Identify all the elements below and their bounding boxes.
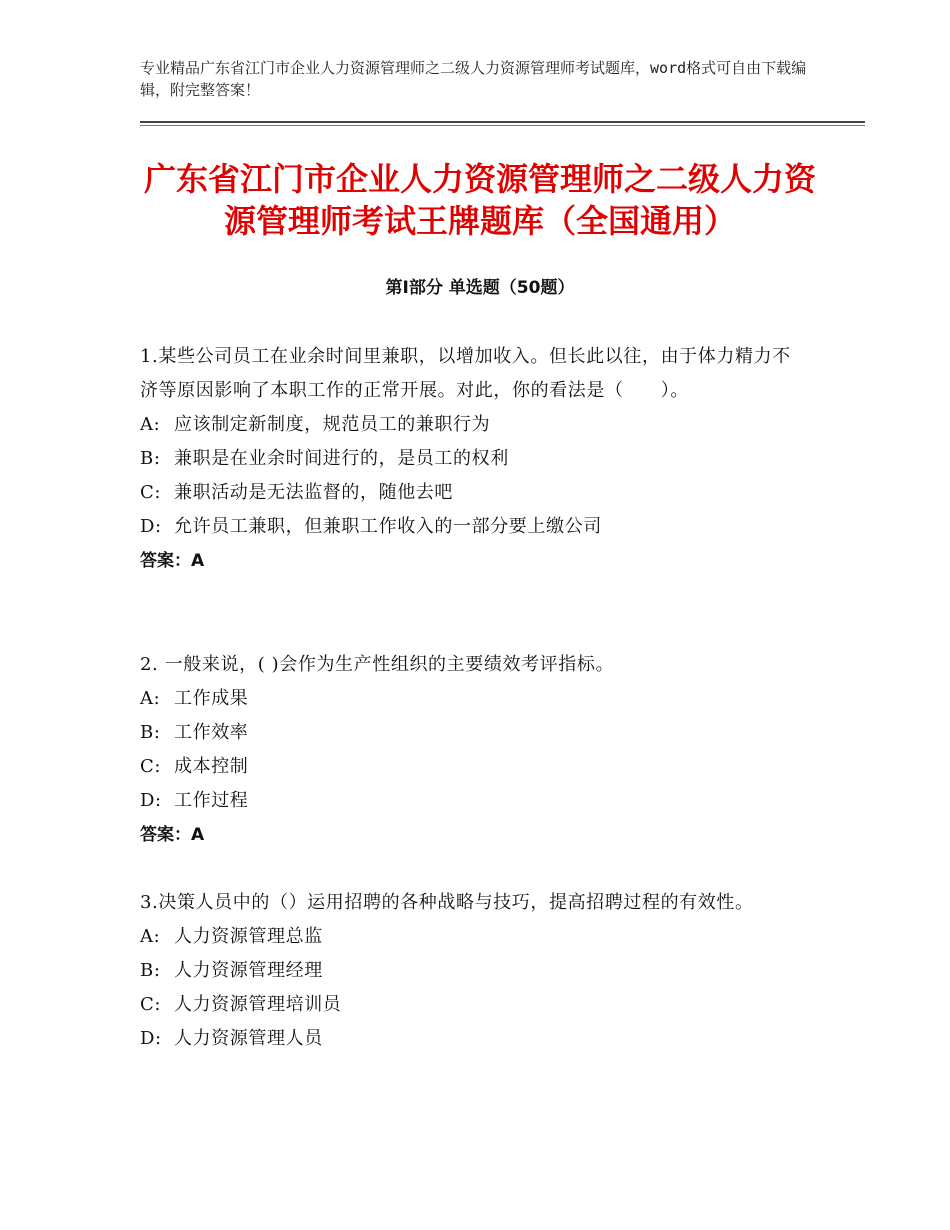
option-letter: D: (140, 790, 162, 811)
question-stem: 2. 一般来说，( )会作为生产性组织的主要绩效考评指标。 (140, 654, 615, 675)
answer-value: A (191, 551, 205, 571)
option-text: 人力资源管理人员 (174, 1028, 323, 1049)
option-text: 人力资源管理培训员 (174, 994, 342, 1015)
option-letter: B: (140, 960, 161, 981)
document-title: 广东省江门市企业人力资源管理师之二级人力资源管理师考试王牌题库（全国通用） (143, 160, 816, 240)
option-d (140, 1022, 800, 1056)
option-d (140, 784, 800, 818)
question-stem: 3.决策人员中的（）运用招聘的各种战略与技巧，提高招聘过程的有效性。 (140, 892, 754, 913)
option-letter: D: (140, 1028, 162, 1049)
header-rule-thick (140, 121, 865, 123)
question-2 (140, 648, 800, 852)
option-text: 允许员工兼职，但兼职工作收入的一部分要上缴公司 (174, 516, 602, 537)
option-letter: C: (140, 994, 162, 1015)
option-b (140, 442, 800, 476)
option-letter: D: (140, 516, 162, 537)
option-a (140, 920, 800, 954)
option-text: 工作效率 (174, 722, 249, 743)
header-note: 专业精品广东省江门市企业人力资源管理师之二级人力资源管理师考试题库，word格式可自由下载编辑，附完整答案！ (140, 59, 807, 99)
question-1 (140, 340, 800, 578)
option-text: 成本控制 (174, 756, 249, 777)
option-c (140, 476, 800, 510)
option-text: 兼职活动是无法监督的，随他去吧 (174, 482, 453, 503)
question-3 (140, 886, 800, 1056)
option-text: 兼职是在业余时间进行的，是员工的权利 (174, 448, 509, 469)
option-letter: B: (140, 448, 161, 469)
answer-label: 答案： (140, 825, 191, 845)
option-letter: A: (140, 688, 161, 709)
option-text: 工作成果 (174, 688, 249, 709)
option-c (140, 988, 800, 1022)
header-rule-thin (140, 125, 865, 126)
answer-line (140, 818, 800, 852)
option-b (140, 954, 800, 988)
option-letter: B: (140, 722, 161, 743)
option-b (140, 716, 800, 750)
option-letter: A: (140, 926, 161, 947)
option-c (140, 750, 800, 784)
option-letter: C: (140, 482, 162, 503)
option-a (140, 682, 800, 716)
option-d (140, 510, 800, 544)
option-letter: C: (140, 756, 162, 777)
option-text: 人力资源管理经理 (174, 960, 323, 981)
option-letter: A: (140, 414, 161, 435)
answer-value: A (191, 825, 205, 845)
answer-label: 答案： (140, 551, 191, 571)
option-text: 人力资源管理总监 (174, 926, 323, 947)
section-title: 第Ⅰ部分 单选题（50题） (385, 278, 575, 298)
option-text: 应该制定新制度，规范员工的兼职行为 (174, 414, 491, 435)
option-text: 工作过程 (174, 790, 249, 811)
answer-line (140, 544, 800, 578)
question-stem: 1.某些公司员工在业余时间里兼职，以增加收入。但长此以往，由于体力精力不济等原因影响了本职工作的正常开展。对此，你的看法是（ ）。 (140, 346, 791, 401)
option-a (140, 408, 800, 442)
